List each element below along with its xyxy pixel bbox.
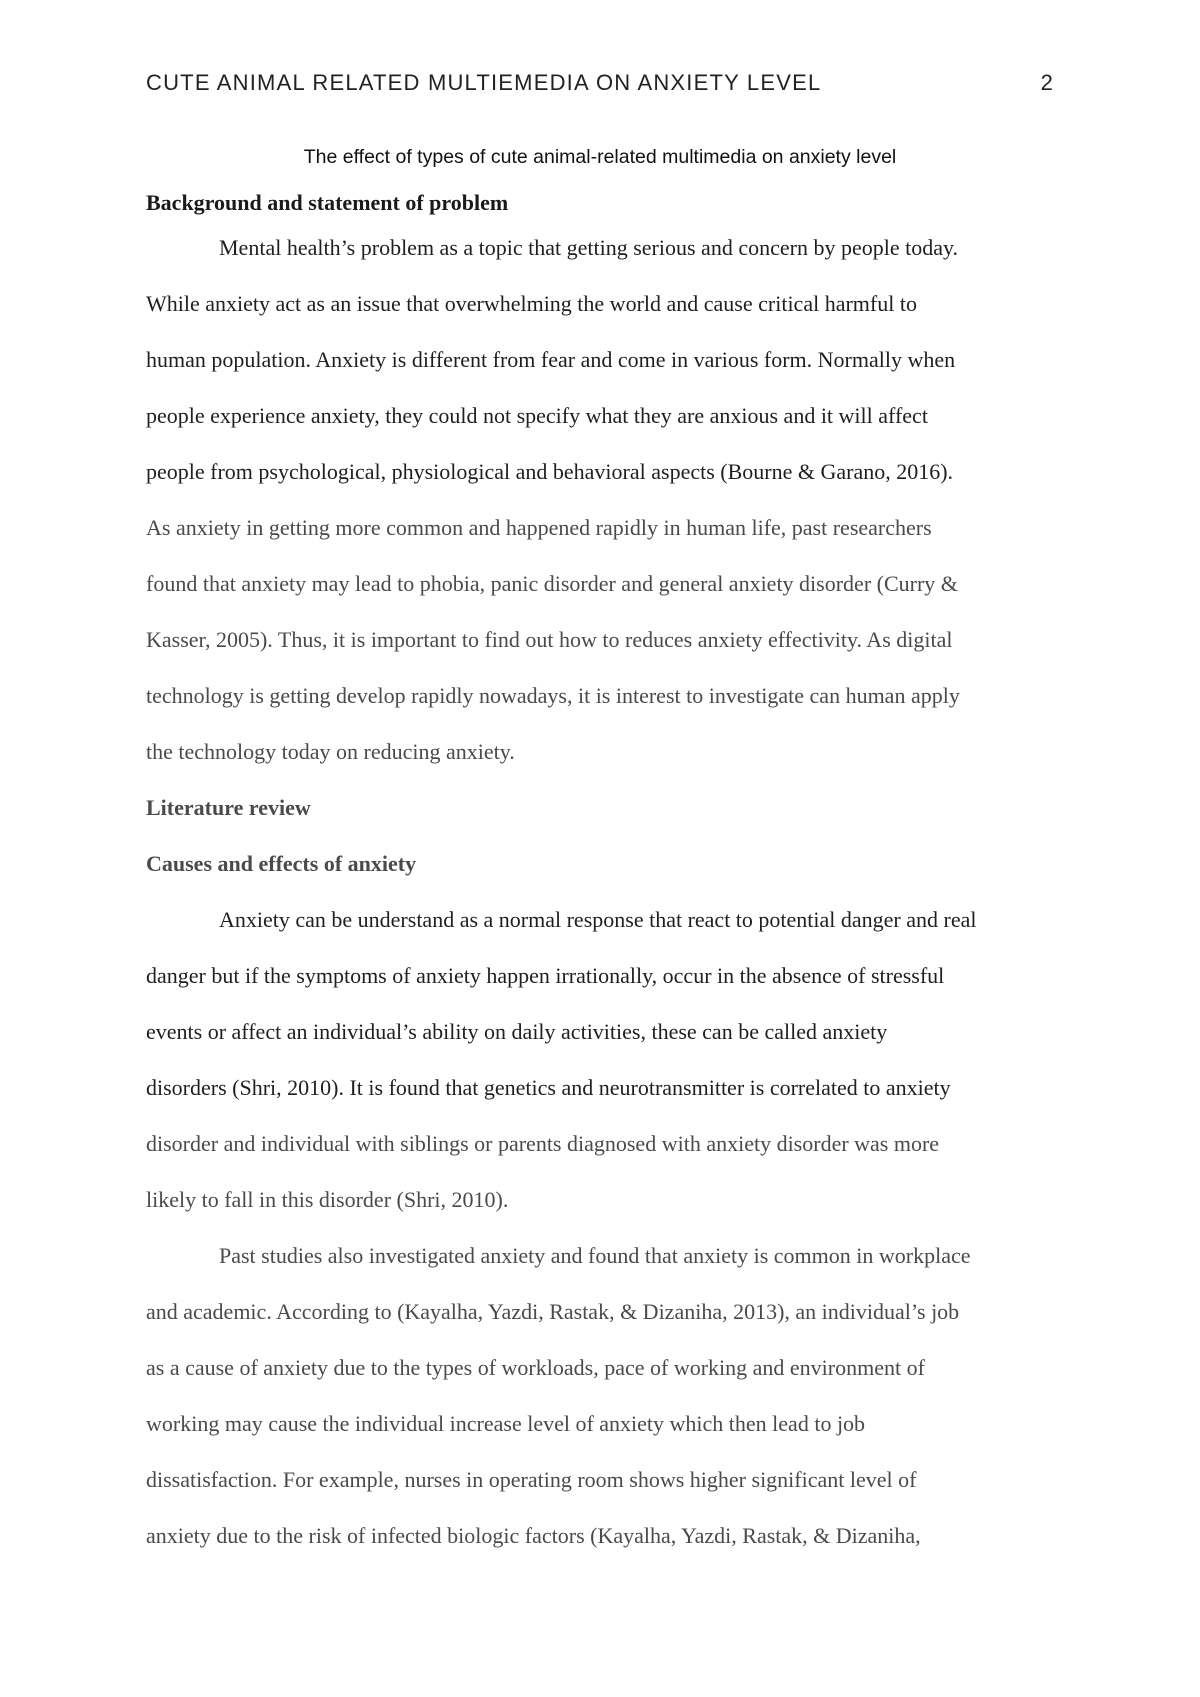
paragraph-line: people from psychological, physiological and behavioral aspects (Bourne & Garano, 2016). [146, 459, 954, 484]
heading-causes-effects: Causes and effects of anxiety [146, 851, 417, 876]
heading-background: Background and statement of problem [146, 190, 509, 215]
heading-literature-review: Literature review [146, 795, 311, 820]
paragraph-line: Anxiety can be understand as a normal response that react to potential danger and real [219, 907, 977, 932]
paragraph-line: human population. Anxiety is different from fear and come in various form. Normally when [146, 347, 956, 372]
paragraph-line: disorders (Shri, 2010). It is found that genetics and neurotransmitter is correlated to anxiety [146, 1075, 951, 1100]
paragraph-line: the technology today on reducing anxiety. [146, 739, 515, 764]
paragraph-line: as a cause of anxiety due to the types of workloads, pace of working and environment of [146, 1355, 925, 1380]
paragraph-line: danger but if the symptoms of anxiety happen irrationally, occur in the absence of stressful [146, 963, 945, 988]
paragraph-line: While anxiety act as an issue that overwhelming the world and cause critical harmful to [146, 291, 917, 316]
paragraph-line: people experience anxiety, they could not specify what they are anxious and it will affect [146, 403, 928, 428]
paragraph-line: Past studies also investigated anxiety and found that anxiety is common in workplace [219, 1243, 971, 1268]
paragraph-line: events or affect an individual’s ability on daily activities, these can be called anxiety [146, 1019, 888, 1044]
paragraph-line: technology is getting develop rapidly nowadays, it is interest to investigate can human apply [146, 683, 960, 708]
document-title: The effect of types of cute animal-related multimedia on anxiety level [303, 146, 897, 168]
running-head [146, 70, 1054, 96]
paragraph-line: Kasser, 2005). Thus, it is important to find out how to reduces anxiety effectivity. As digital [146, 627, 953, 652]
paragraph-line: likely to fall in this disorder (Shri, 2010). [146, 1187, 509, 1212]
paragraph-line: working may cause the individual increase level of anxiety which then lead to job [146, 1411, 866, 1436]
paragraph-line: dissatisfaction. For example, nurses in operating room shows higher significant level of [146, 1467, 917, 1492]
paragraph-line: anxiety due to the risk of infected biologic factors (Kayalha, Yazdi, Rastak, & Dizaniha, [146, 1523, 921, 1548]
page-number: 2 [1040, 70, 1054, 95]
paragraph-line: disorder and individual with siblings or parents diagnosed with anxiety disorder was more [146, 1131, 940, 1156]
paragraph-line: Mental health’s problem as a topic that getting serious and concern by people today. [219, 235, 959, 260]
running-head-title: CUTE ANIMAL RELATED MULTIEMEDIA ON ANXIETY LEVEL [146, 70, 822, 95]
paragraph-line: found that anxiety may lead to phobia, panic disorder and general anxiety disorder (Curry & [146, 571, 958, 596]
paragraph-line: As anxiety in getting more common and happened rapidly in human life, past researchers [146, 515, 932, 540]
paragraph-line: and academic. According to (Kayalha, Yazdi, Rastak, & Dizaniha, 2013), an individual’s job [146, 1299, 960, 1324]
